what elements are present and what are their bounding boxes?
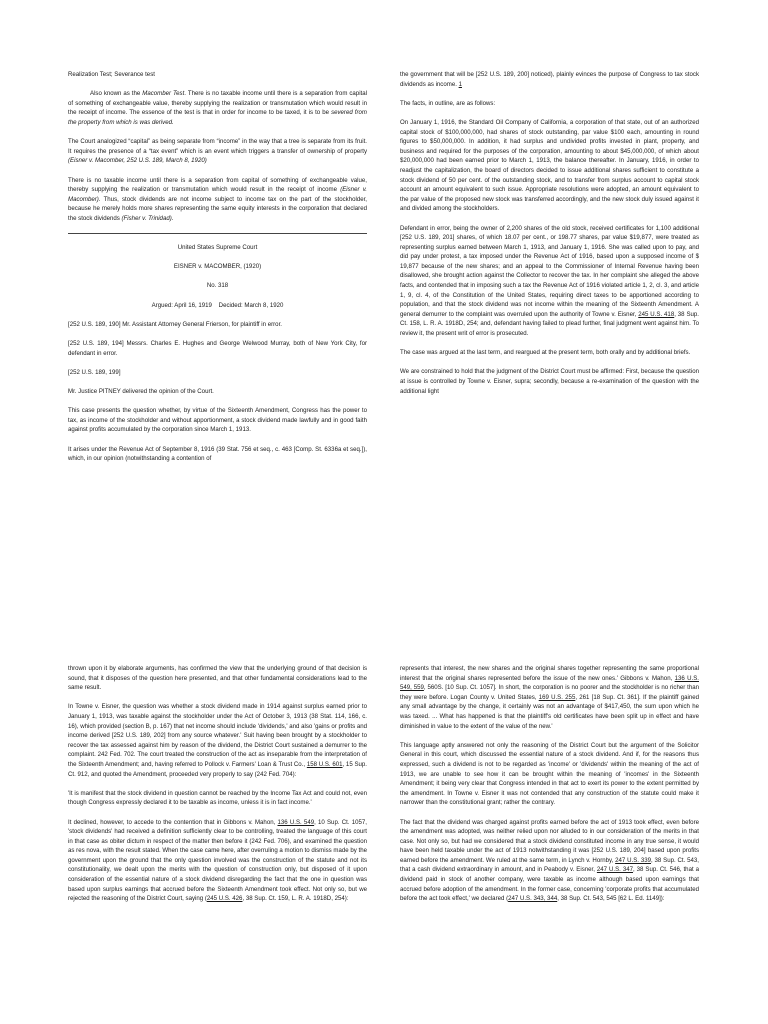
charged-profits-paragraph: The fact that the dividend was charged against profits earned before the act of 1913 took effect, even before the amendment was adopted, was neither relied upon nor alluded to in our consideration of the merits in that case. Not only so, but had we considered that a stock dividend constituted income in any true sense, it would have been held taxable under the act of 1913 notwithstanding it was [252 U.S. 189, 204] based upon profits earned before the amendment. We ruled at the same term, in Lynch v. Hornby, 247 U.S. 339, 38 Sup. Ct. 543, that a cash dividend extraordinary in amount, and in Peabody v. Eisner, 247 U.S. 347, 38 Sup. Ct. 546, that a dividend paid in stock of another company, were taxable as income although based upon earnings that accrued before adoption of the amendment. In the former case, concerning 'corporate profits that accumulated before the act took effect,' we declared (247 U.S. 343, 344, 38 Sup. Ct. 543, 545 [62 L. Ed. 1149]): — [400, 818, 699, 903]
section-heading: Realization Test; Severance test — [68, 71, 155, 78]
argued-paragraph: The case was argued at the last term, and reargued at the present term, both orally and by additional briefs. — [400, 349, 691, 357]
congress-purpose-paragraph: the government that will be [252 U.S. 189, 200] noticed), plainly evinces the purpose of Congress to tax stock dividends as income. 1 — [400, 71, 699, 88]
section-divider — [68, 233, 367, 234]
court-name: United States Supreme Court — [177, 244, 258, 252]
citation-link[interactable]: 245 U.S. 426 — [206, 895, 243, 903]
question-paragraph: This case presents the question whether, by virtue of the Sixteenth Amendment, Congress has the power to tax, as income of the stockholder and without apportionment, a stock dividend made lawfully and in good faith against profits accumulated by the corporation since March 1, 1913. — [68, 407, 367, 434]
towne-question-paragraph: In Towne v. Eisner, the question was whether a stock dividend made in 1914 against surplus earned prior to January 1, 1913, was taxable against the stockholder under the Act of October 3, 1913 (38 Stat. 114, 166, c. 16), which provided (section B, p. 167) that net income should include 'dividends,' and also 'gains or profits and income derived [252 U.S. 189, 202] from any source whatever.' Suit having been brought by a stockholder to recover the tax assessed against him by reason of the dividend, the District Court sustained a demurrer to the complaint. 242 Fed. 702. The court treated the construction of the act as inseparable from the interpretation of the Sixteenth Amendment; and, having referred to Pollock v. Farmers' Loan & Trust Co., 158 U.S. 601, 15 Sup. Ct. 912, and quoted the Amendment, proceeded very properly to say (242 Fed. 704): — [68, 703, 367, 778]
stock-dividend-paragraph: There is no taxable income until there is a separation from capital of something of exchangeable value, thereby supplying the realization or transmutation which would result in the receipt of income (Eisner v. Macomber). Thus, stock dividends are not income subject to income tax on the part of the stockholder, because he merely holds more shares representing the same equity interests in the corporation that declared the stock dividends (Fisher v. Trinidad). — [68, 176, 367, 222]
citation-link[interactable]: 247 U.S. 347 — [596, 866, 634, 874]
top-right-column — [400, 70, 699, 520]
bottom-left-column — [68, 664, 367, 1020]
case-dates: Argued: April 16, 1919 Decided: March 8, 1920 — [151, 301, 284, 309]
capital-income-paragraph: The Court analogized “capital” as being separate from “income” in the way that a tree is separate from its fruit. It requires the presence of a “tax event” which is an event which triggers a transfer of ownership of property (Eisner v. Macomber, 252 U.S. 189, March 8, 1920) — [68, 138, 367, 165]
language-paragraph: This language aptly answered not only the reasoning of the District Court but the argument of the Solicitor General in this court, which discussed the essential nature of a stock dividend. And if, for the reasons thus expressed, such a dividend is not to be regarded as 'income' or 'dividends' within the meaning of the act of 1913, we are unable to see how it can be brought within the meaning of 'incomes' in the Sixteenth Amendment; it being very clear that Congress intended in that act to exert its power to the extent permitted by the amendment. In Towne v. Eisner it was not contended that any construction of the statute could make it narrower than the constitutional grant; rather the contrary. — [400, 741, 699, 807]
quoted-paragraph: 'It is manifest that the stock dividend in question cannot be reached by the Income Tax Act and could not, even though Congress expressly declared it to be taxable as income, unless it is in fact income.' — [68, 789, 367, 807]
facts-intro: The facts, in outline, are as follows: — [400, 99, 496, 107]
citation-link[interactable]: 136 U.S. 549 — [277, 818, 315, 826]
top-left-column — [68, 70, 367, 515]
macomber-test-paragraph: Also known as the Macomber Test. There is no taxable income until there is a separation from capital of something of exchangeable value, thereby supplying the realization or transmutation which would result in the receipt of income. The essence of the test is that in order for income to be taxed, it is to be severed from the property from which is was derived. — [68, 90, 367, 126]
page-citation: [252 U.S. 189, 199] — [68, 368, 121, 376]
citation-link[interactable]: 245 U.S. 418 — [638, 310, 675, 318]
citation-link[interactable]: 247 U.S. 343, 344 — [508, 895, 558, 903]
opinion-author: Mr. Justice PITNEY delivered the opinion of the Court. — [68, 388, 214, 395]
towne-intro-paragraph: thrown upon it by elaborate arguments, has confirmed the view that the underlying ground of that decision is sound, that it disposes of the question here presented, and that other fundamental considerations lead to the same result. — [68, 665, 367, 692]
proportional-interest-paragraph: represents that interest, the new shares and the original shares together representing the same proportional interest that the original shares represented before the issue of the new ones.' Gibbons v. Mahon, 136 U.S. 549, 559, 560S. [10 Sup. Ct. 1057]. In short, the corporation is no poorer and the stockholder is no richer than they were before. Logan County v. United States, 169 U.S. 255, 261 [18 Sup. Ct. 361]. If the plaintiff gained any small advantage by the change, it certainly was not an advantage of $417,450, the sum upon which he was taxed. ... What has happened is that the plaintiff's old certificates have been split up in effect and have diminished in value to the extent of the value of the new.' — [400, 665, 699, 730]
page-break — [0, 566, 768, 662]
counsel-plaintiff: [252 U.S. 189, 190] Mr. Assistant Attorney General Frierson, for plaintiff in error. — [68, 320, 282, 328]
case-title: EISNER v. MACOMBER, (1920) — [173, 263, 262, 271]
standard-oil-paragraph: On January 1, 1916, the Standard Oil Company of California, a corporation of that state, out of an authorized capital stock of $100,000,000, had shares of stock outstanding, par value $100 each, amounting in round figures to $50,000,000. In addition, it had surplus and undivided profits invested in plant, property, and business and required for the purposes of the corporation, amounting to about $45,000,000, of which about $20,000,000 had been earned prior to March 1, 1913, the balance thereafter. In January, 1916, in order to readjust the capitalization, the board of directors decided to issue additional shares sufficient to constitute a stock dividend of 50 per cent. of the outstanding stock, and to transfer from surplus account to capital stock account an amount equivalent to such issue. Appropriate resolutions were adopted, an amount equivalent to the par value of the proposed new stock was transferred accordingly, and the new stock duly issued against it and divided among the stockholders. — [400, 118, 699, 213]
citation-link[interactable]: 158 U.S. 601 — [306, 760, 343, 768]
revenue-act-paragraph: It arises under the Revenue Act of September 8, 1916 (39 Stat. 756 et seq., c. 463 [Comp. St. 6336a et seq.]), which, in our opinion (notwithstanding a contention of — [68, 445, 367, 463]
bottom-right-column — [400, 664, 699, 1020]
gibbons-paragraph: It declined, however, to accede to the contention that in Gibbons v. Mahon, 136 U.S. 549, 10 Sup. Ct. 1057, 'stock dividends' had received a definition sufficiently clear to be controlling, treated the language of this court in that case as obiter dictum in respect of the matter then before it (242 Fed. 706), and examined the question as res nova, with the result stated. When the case came here, after overruling a motion to dismiss made by the government upon the ground that the only question involved was the construction of the statute and not its constitutionality, we dealt upon the merits with the question of construction only, but disposed of it upon consideration of the essential nature of a stock dividend disregarding the fact that the one in question was based upon surplus earnings that accrued before the Sixteenth Amendment took effect. Not only so, but we rejected the reasoning of the District Court, saying (245 U.S. 426, 38 Sup. Ct. 159, L. R. A. 1918D, 254): — [68, 818, 367, 903]
defendant-paragraph: Defendant in error, being the owner of 2,200 shares of the old stock, received certificates for 1,100 additional [252 U.S. 189, 201] shares, of which 18.07 per cent., or 198.77 shares, par value $19,877, were treated as representing surplus earned between March 1, 1913, and January 1, 1916. She was called upon to pay, and did pay under protest, a tax imposed under the Revenue Act of 1916, based upon a supposed income of $ 19,877 because of the new shares; and an appeal to the Commissioner of Internal Revenue having been disallowed, she brought action against the Collector to recover the tax. In her complaint she alleged the above facts, and contended that in imposing such a tax the Revenue Act of 1916 violated article 1, 2, cl. 3, and article 1, 9, cl. 4, of the Constitution of the United States, requiring direct taxes to be apportioned according to population, and that the stock dividend was not income within the meaning of the Sixteenth Amendment. A general demurrer to the complaint was overruled upon the authority of Towne v. Eisner, 245 U.S. 418, 38 Sup. Ct. 158, L. R. A. 1918D, 254; and, defendant having failed to plead further, final judgment went against him. To review it, the present writ of error is prosecuted. — [400, 224, 699, 338]
citation-link[interactable]: 169 U.S. 255 — [538, 693, 576, 701]
counsel-defendant: [252 U.S. 189, 194] Messrs. Charles E. Hughes and George Welwood Murray, both of New York City, for defendant in error. — [68, 340, 367, 357]
footnote-link[interactable]: 1 — [458, 80, 462, 88]
citation-link[interactable]: 136 U.S. 549, 559 — [400, 674, 699, 692]
citation-link[interactable]: 247 U.S. 339 — [615, 856, 651, 864]
judgment-paragraph: We are constrained to hold that the judgment of the District Court must be affirmed: First, because the question at issue is controlled by Towne v. Eisner, supra; secondly, because a re-examination of the question with the additional light — [400, 368, 699, 395]
case-number: No. 318 — [206, 282, 229, 290]
